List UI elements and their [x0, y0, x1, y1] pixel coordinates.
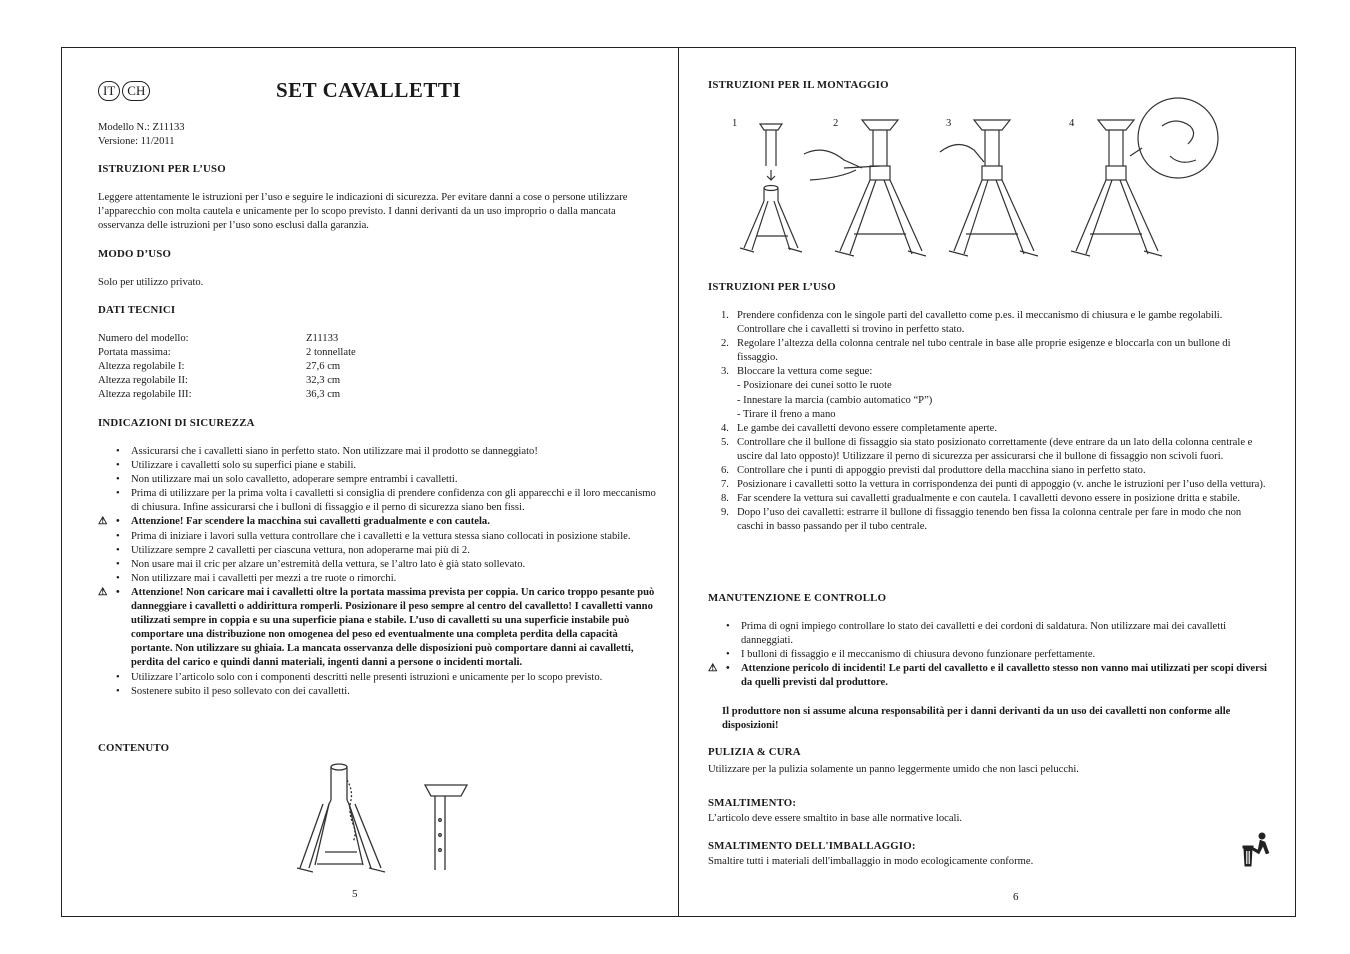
instructions-text: Leggere attentamente le istruzioni per l’uso e seguire le indicazioni di sicurezza. Per evitare danni a cose o persone utilizzare l’apparecchio con molta cautela e unicamente per lo scopo previsto. I danni derivanti da un uso improprio o dalla mancata osservanza delle istruzioni per l’uso sono esclusi dalla garanzia.: [98, 192, 628, 232]
maintenance-heading: MANUTENZIONE E CONTROLLO: [708, 592, 887, 604]
spec-label: Altezza regolabile III:: [98, 389, 192, 401]
disposal-text: L’articolo deve essere smaltito in base alle normative locali.: [708, 813, 963, 824]
usage-text: Solo per utilizzo privato.: [98, 277, 204, 288]
step-label-2: 2: [833, 118, 839, 129]
usage-steps-list: [708, 309, 1270, 535]
spec-value: 2 tonnellate: [306, 347, 356, 359]
page-number-left: 5: [352, 888, 358, 900]
disposal-heading: SMALTIMENTO:: [708, 797, 797, 809]
list-item-warning: ⚠ • Attenzione! Far scendere la macchina sui cavalletti gradualmente e con cautela.: [98, 515, 660, 529]
list-item: 7. Posizionare i cavalletti sotto la vettura in corrispondenza dei punti di appoggio (v. anche le istruzioni per l’uso della vettura).: [721, 479, 1266, 491]
page-title: SET CAVALLETTI: [276, 78, 462, 102]
list-item: • Utilizzare l’articolo solo con i componenti descritti nelle presenti istruzioni e unicamente per lo scopo previsto.: [116, 671, 603, 683]
trash-disposal-icon: [1240, 832, 1272, 868]
cleaning-heading: PULIZIA & CURA: [708, 746, 801, 758]
list-item: 3. Bloccare la vettura come segue: - Posizionare dei cunei sotto le ruote - Innestare la marcia (cambio automatico “P”) - Tirare il freno a mano: [708, 365, 1270, 421]
usage-heading: MODO D’USO: [98, 248, 172, 260]
list-item: • Utilizzare sempre 2 cavalletti per ciascuna vettura, non adoperarne mai più di 2.: [116, 544, 470, 556]
safety-heading: INDICAZIONI DI SICUREZZA: [98, 417, 255, 429]
warning-icon: ⚠: [708, 663, 718, 675]
spec-label: Portata massima:: [98, 347, 171, 359]
list-item: • Prima di ogni impiego controllare lo stato dei cavalletti e dei cordoni di saldatura. Non utilizzare mai dei cavalletti danneggiati.: [726, 621, 1227, 647]
contents-illustration: [285, 760, 485, 880]
spec-label: Numero del modello:: [98, 333, 189, 344]
version-line: Versione: 11/2011: [98, 136, 175, 147]
list-item: 8. Far scendere la vettura sui cavalletti gradualmente e con cautela. I cavalletti devono essere in posizione dritta e stabile.: [721, 493, 1240, 505]
page-number-right: 6: [1013, 891, 1019, 903]
step3-subitem: - Innestare la marcia (cambio automatico “P”): [737, 394, 933, 406]
content-heading: CONTENUTO: [98, 742, 170, 754]
list-item-warning: ⚠ • Attenzione pericolo di incidenti! Le parti del cavalletto e il cavalletto stesso non vanno mai utilizzati per scopi diversi da quelli previsti dal produttore.: [708, 663, 1267, 689]
spec-value: Z11133: [306, 333, 339, 344]
list-item: 9. Dopo l’uso dei cavalletti: estrarre il bullone di fissaggio tenendo ben fissa la colonna centrale per fare in modo che non caschi in basso passando per il tubo centrale.: [721, 507, 1242, 533]
packaging-heading: SMALTIMENTO DELL'IMBALLAGGIO:: [708, 840, 916, 852]
step-label-3: 3: [946, 118, 952, 129]
step3-subitem: - Tirare il freno a mano: [737, 408, 836, 420]
spec-label: Altezza regolabile II:: [98, 375, 188, 387]
list-item: 4. Le gambe dei cavalletti devono essere completamente aperte.: [721, 422, 998, 434]
list-item: • Sostenere subito il peso sollevato con dei cavalletti.: [116, 685, 350, 697]
spec-label: Altezza regolabile I:: [98, 361, 185, 373]
warning-icon: ⚠: [98, 586, 108, 598]
list-item: • Non usare mai il cric per alzare un’estremità della vettura, se l’altro lato è già stato sollevato.: [116, 558, 526, 570]
list-item: • Prima di iniziare i lavori sulla vettura controllare che i cavalletti e la vettura stessa siano collocati in posizione stabile.: [116, 530, 631, 542]
model-line: Modello N.: Z11133: [98, 122, 185, 133]
usage-heading-right: ISTRUZIONI PER L’USO: [708, 281, 836, 293]
spec-value: 27,6 cm: [306, 361, 341, 373]
list-item: • Non utilizzare mai un solo cavalletto, adoperare sempre entrambi i cavalletti.: [116, 474, 458, 486]
tech-heading: DATI TECNICI: [98, 304, 176, 316]
spec-value: 36,3 cm: [306, 389, 341, 401]
list-item: • Non utilizzare mai i cavalletti per mezzi a tre ruote o rimorchi.: [116, 572, 397, 584]
list-item: • Assicurarsi che i cavalletti siano in perfetto stato. Non utilizzare mai il prodotto se danneggiato!: [116, 446, 538, 457]
step-label-1: 1: [732, 118, 738, 129]
list-item: • Prima di utilizzare per la prima volta i cavalletti si consiglia di prendere confidenza con gli apparecchi e il loro meccanismo di chiusura. Infine assicurarsi che i bulloni di fissaggio e il perno di sicurezza siano ben fissi.: [116, 488, 656, 514]
spec-table: [98, 332, 506, 402]
list-item: • Utilizzare i cavalletti solo su superfici piane e stabili.: [116, 460, 357, 472]
list-item: 1. Prendere confidenza con le singole parti del cavalletto come p.es. il meccanismo di chiusura e le gambe regolabili. Controllare che i cavalletti si trovino in perfetto stato.: [721, 310, 1223, 336]
list-item: 2. Regolare l’altezza della colonna centrale nel tubo centrale in base alle proprie esigenze e bloccarla con un bullone di fissaggio.: [721, 338, 1231, 364]
country-badges: [98, 81, 152, 101]
instructions-heading: ISTRUZIONI PER L’USO: [98, 163, 226, 175]
cleaning-text: Utilizzare per la pulizia solamente un panno leggermente umido che non lasci pelucchi.: [708, 764, 1079, 775]
step3-subitem: - Posizionare dei cunei sotto le ruote: [737, 380, 892, 392]
spec-value: 32,3 cm: [306, 375, 341, 387]
packaging-text: Smaltire tutti i materiali dell'imballaggio in modo ecologicamente conforme.: [708, 856, 1034, 867]
list-item: • I bulloni di fissaggio e il meccanismo di chiusura devono funzionare perfettamente.: [726, 649, 1096, 661]
warning-icon: ⚠: [98, 516, 108, 528]
list-item: 6. Controllare che i punti di appoggio previsti dal produttore della macchina siano in perfetto stato.: [721, 465, 1146, 477]
assembly-heading: ISTRUZIONI PER IL MONTAGGIO: [708, 79, 889, 91]
assembly-illustration: [730, 96, 1270, 266]
list-item-warning: ⚠ • Attenzione! Non caricare mai i cavalletti oltre la portata massima prevista per coppia. Un carico troppo pesante può danneggiare i cavalletti o addirittura romperli. Posizionare il peso sempre al centro del cavalletto! I cavalletti vanno utilizzati sempre in coppia e su una superficie piana e stabile. L’uso di cavalletti su una superficie instabile può comportare una distribuzione non omogenea del peso ed eventualmente una completa perdita della capacità portante. Non utilizzare su ghiaia. La mancata osservanza delle disposizioni può comportare danni ai cavalletti, perdita del carico e quindi danni materiali, ingenti danni a persone o incidenti mortali.: [98, 586, 655, 669]
page-divider: [678, 47, 679, 917]
badge-it: IT: [98, 81, 120, 101]
disclaimer: Il produttore non si assume alcuna responsabilità per i danni derivanti da un uso dei cavalletti non conforme alle disposizioni!: [722, 706, 1231, 732]
step-label-4: 4: [1069, 118, 1075, 129]
safety-list: [98, 445, 660, 699]
maintenance-list: [708, 620, 1270, 690]
list-item: 5. Controllare che il bullone di fissaggio sia stato posizionato correttamente (deve entrare da un lato della colonna centrale e uscire dal lato opposto)! Utilizzare il perno di sicurezza per assicurarsi che il bullone di fissaggio non scivoli fuori.: [721, 436, 1253, 462]
badge-ch: CH: [122, 81, 150, 101]
